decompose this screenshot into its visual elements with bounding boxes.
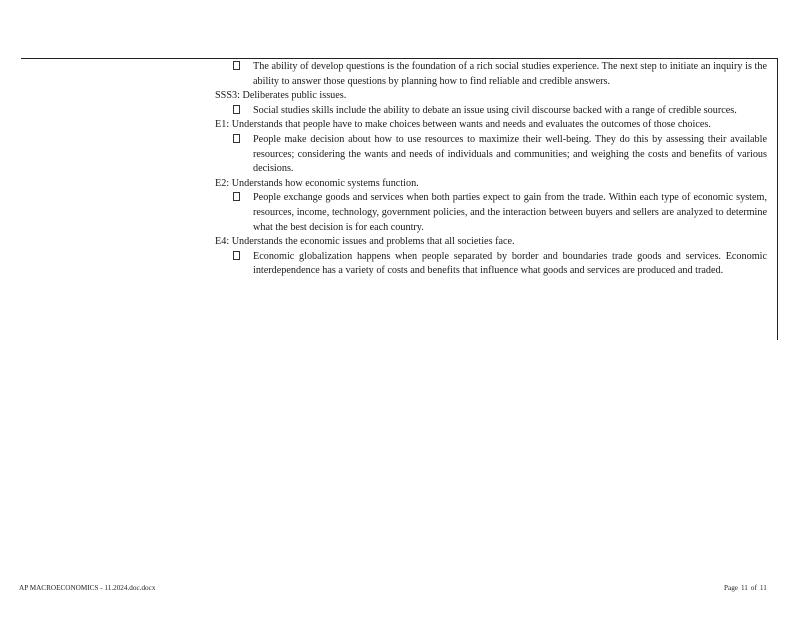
standard-heading [215, 89, 767, 104]
page-number: 11 [740, 584, 748, 592]
standard-heading [215, 235, 767, 250]
page-word: Page [724, 584, 738, 592]
bullet-item [215, 60, 767, 89]
bullet-text: Social studies skills include the ability to debate an issue using civil discourse backed with a range of credible sources. [253, 104, 737, 116]
standard-heading [215, 177, 767, 192]
heading-text: SSS3: Deliberates public issues. [215, 90, 347, 102]
heading-text: E4: Understands the economic issues and problems that all societies face. [215, 236, 515, 248]
footer-page-indicator [724, 584, 770, 592]
bullet-item [215, 250, 767, 279]
document-body [215, 60, 767, 279]
table-border-right [777, 58, 778, 340]
bullet-text: People exchange goods and services when both parties expect to gain from the trade. Within each type of economic system, resources, income, technology, government policies, and the interaction between buyers and sellers are analyzed to determine what the best decision is for each country. [253, 192, 767, 233]
bullet-icon [233, 61, 240, 70]
bullet-item [215, 191, 767, 235]
heading-text: E1: Understands that people have to make choices between wants and needs and evaluates the outcomes of those choices. [215, 119, 711, 131]
bullet-text: People make decision about how to use resources to maximize their well-being. They do this by assessing their available resources; considering the wants and needs of individuals and communities; and weighing the costs and benefits of various decisions. [253, 133, 767, 175]
bullet-text: The ability of develop questions is the foundation of a rich social studies experience. The next step to initiate an inquiry is the ability to answer those questions by planning how to find reliable and credible answers. [253, 61, 767, 87]
bullet-text: Economic globalization happens when people separated by border and boundaries trade goods and services. Economic interdependence has a variety of costs and benefits that influence what goods and services are produced and traded. [253, 250, 767, 277]
table-border-top [21, 58, 778, 59]
footer-filename: AP MACROECONOMICS - 11.2024.doc.docx [19, 584, 156, 592]
bullet-item [215, 133, 767, 177]
bullet-icon [233, 134, 240, 143]
bullet-icon [233, 105, 240, 114]
page-total: 11 [759, 584, 767, 592]
of-word: of [750, 584, 757, 592]
standard-heading [215, 118, 767, 133]
heading-text: E2: Understands how economic systems function. [215, 177, 419, 189]
bullet-icon [233, 251, 240, 260]
bullet-item [215, 104, 767, 119]
bullet-icon [233, 192, 240, 201]
